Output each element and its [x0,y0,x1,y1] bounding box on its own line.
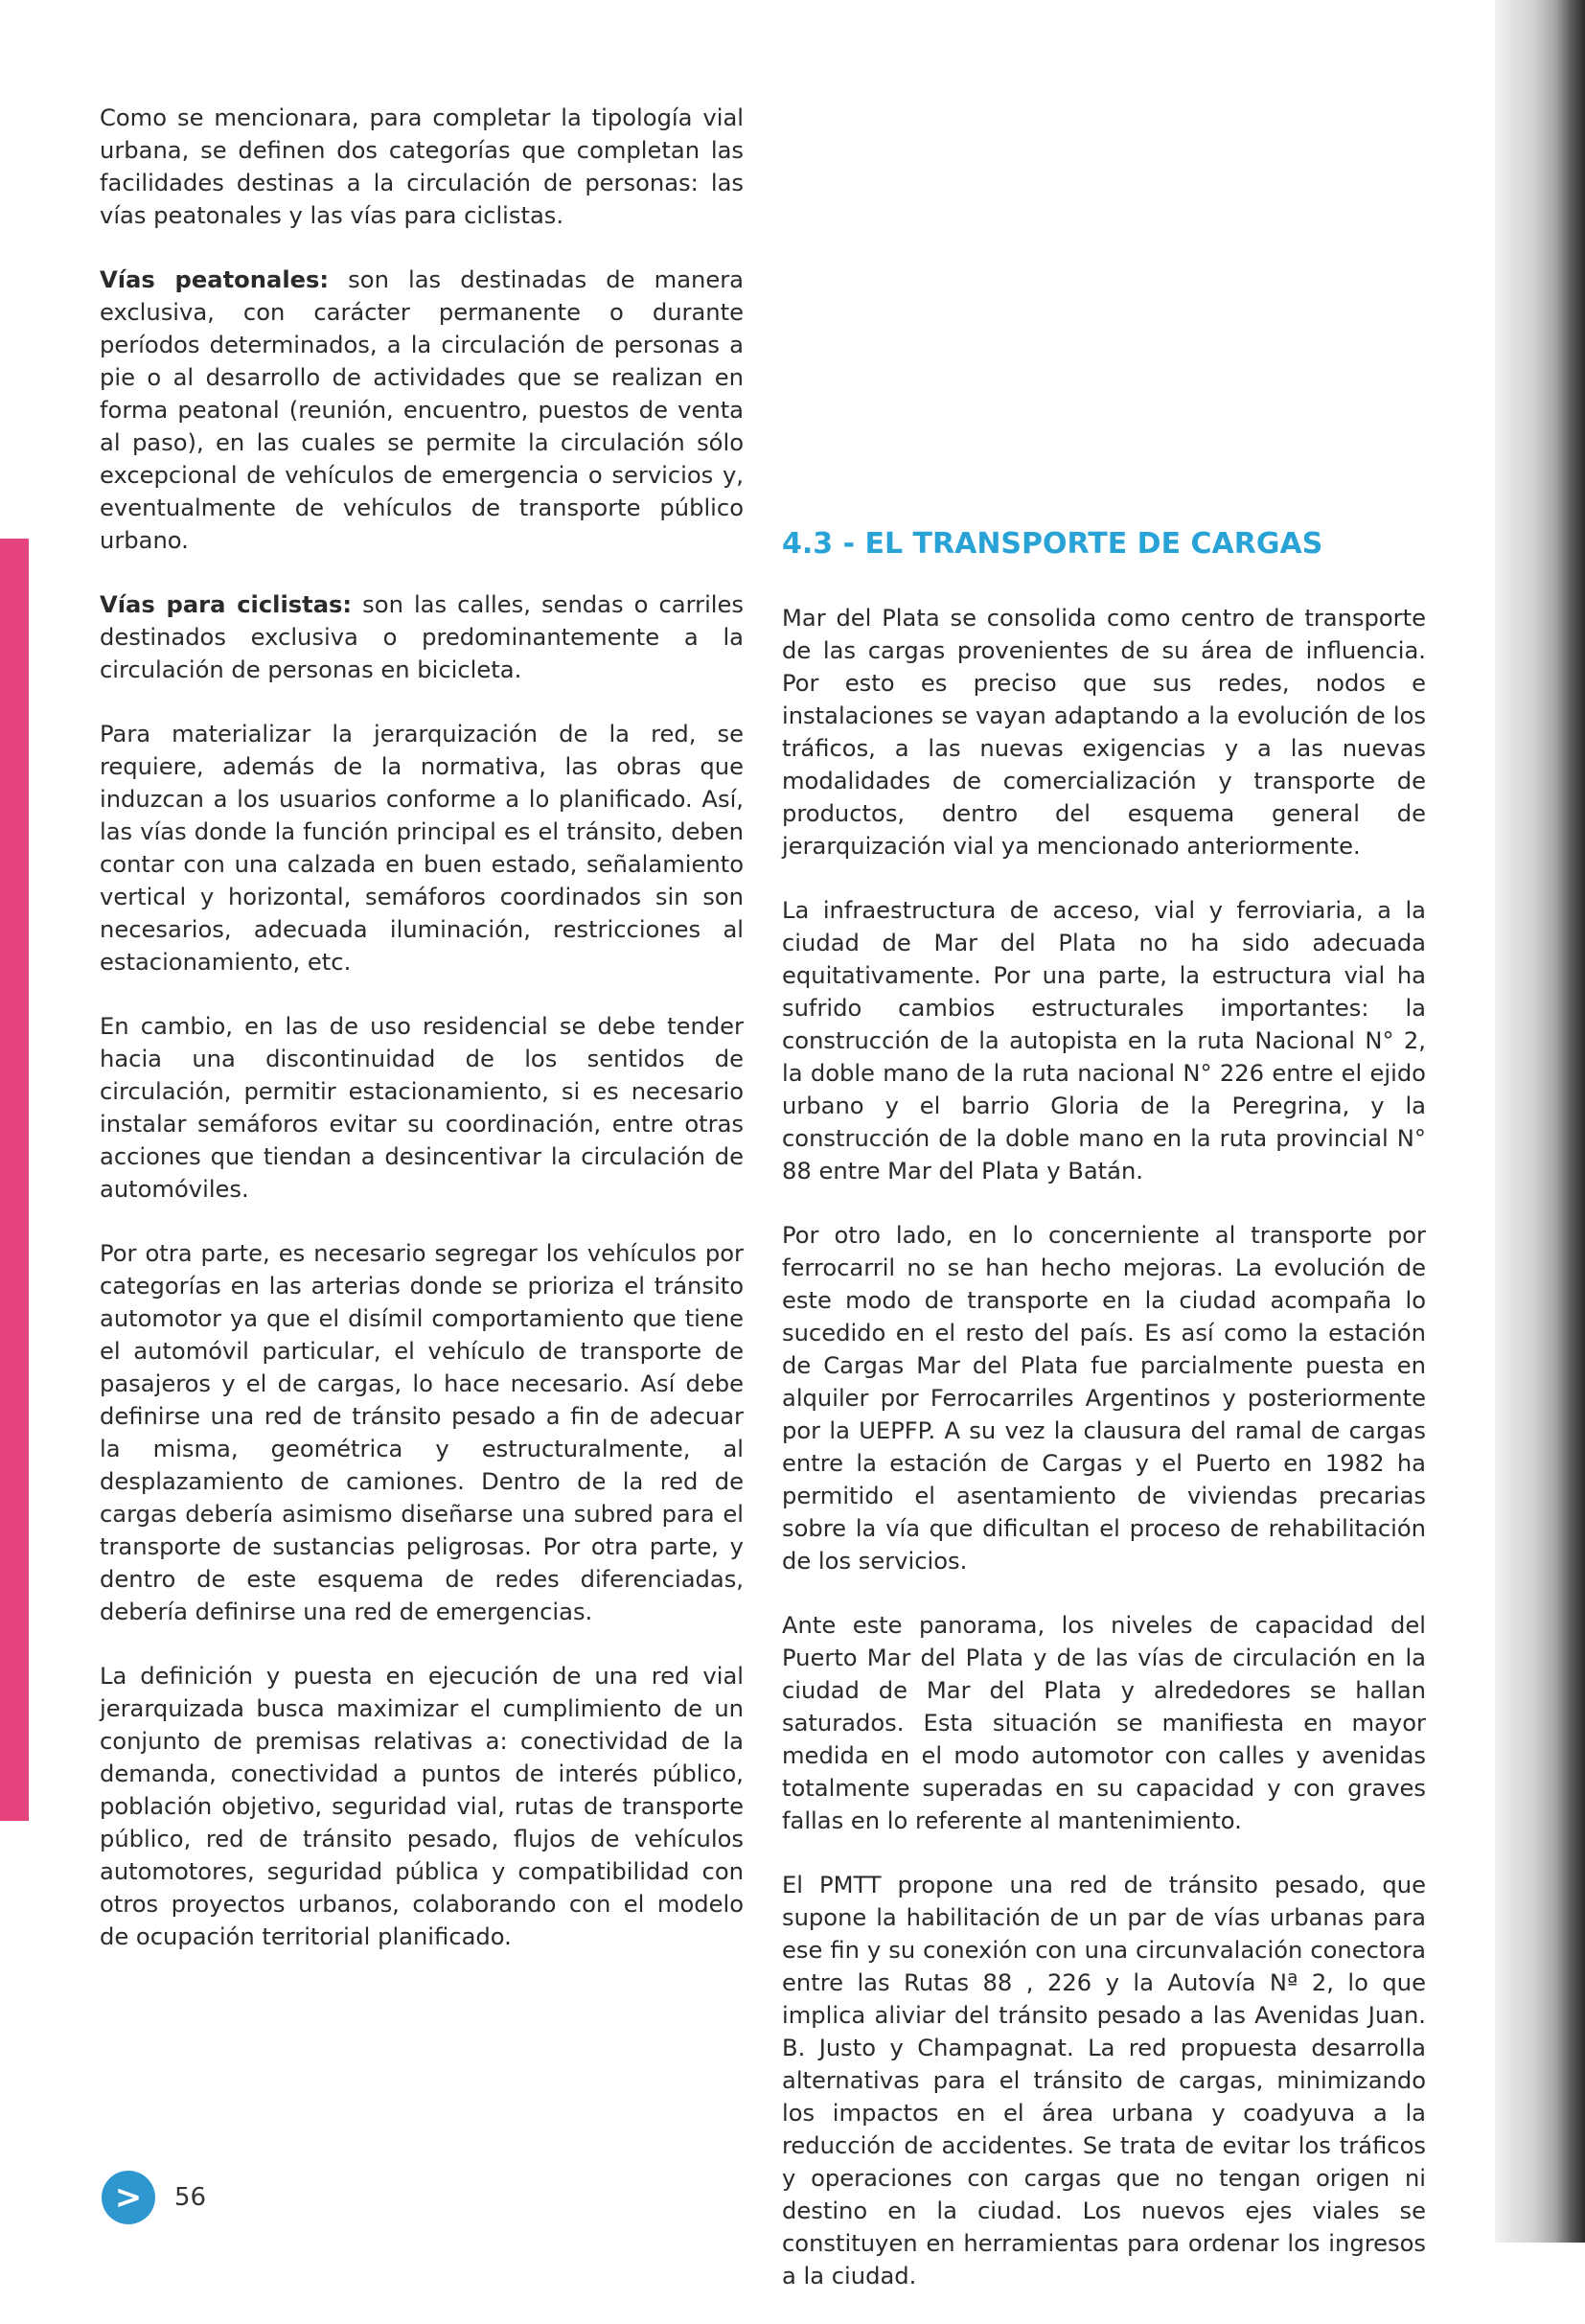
paragraph-uso-residencial: En cambio, en las de uso residencial se debe tender hacia una discontinuidad de los sentidos de circulación, permitir estacionamiento, si es necesario instalar semáforos evitar su coordinación, entre otras acciones que tiendan a desincentivar la circulación de automóviles. [100,1013,744,1203]
section-heading: 4.3 - EL TRANSPORTE DE CARGAS [782,527,1323,561]
chevron-right-icon[interactable]: > [102,2171,155,2224]
paragraph-pmtt: El PMTT propone una red de tránsito pesado, que supone la habilitación de un par de vías urbanas para ese fin y su conexión con una circunvalación conectora entre las Rutas 88 , 226 y la Autovía Nª 2, lo que implica aliviar del tránsito pesado a las Avenidas Juan. B. Justo y Champagnat. La red propuesta desarrolla alternativas para el tránsito de cargas, minimizando los impactos en el área urbana y coadyuva a la reducción de accidentes. Se trata de evitar los tráficos y operaciones con cargas que no tengan origen ni destino en la ciudad. Los nuevos ejes viales se constituyen en herramientas para ordenar los ingresos a la ciudad. [782,1872,1426,2289]
left-column [100,102,744,1985]
book-binding-edge [1495,0,1585,2243]
paragraph-jerarquizacion: Para materializar la jerarquización de la red, se requiere, además de la normativa, las obras que induzcan a los usuarios conforme a lo planificado. Así, las vías donde la función principal es el tránsito, deben contar con una calzada en buen estado, señalamiento vertical y horizontal, semáforos coordinados sin son necesarios, adecuada iluminación, restricciones al estacionamiento, etc. [100,721,744,976]
paragraph-vias-ciclistas: Vías para ciclistas: son las calles, sendas o carriles destinados exclusiva o predominantemente a la circulación de personas en bicicleta. [100,591,744,683]
paragraph-red-vial-jerarquizada: La definición y puesta en ejecución de una red vial jerarquizada busca maximizar el cumplimiento de un conjunto de premisas relativas a: conectividad de la demanda, conectividad a puntos de interés público, población objetivo, seguridad vial, rutas de transporte público, red de tránsito pesado, flujos de vehículos automotores, seguridad pública y compatibilidad con otros proyectos urbanos, colaborando con el modelo de ocupación territorial planificado. [100,1663,744,1950]
paragraph-centro-transporte: Mar del Plata se consolida como centro de transporte de las cargas provenientes de su área de influencia. Por esto es preciso que sus redes, nodos e instalaciones se vayan adaptando a la evolución de los tráficos, a las nuevas exigencias y a las nuevas modalidades de comercialización y transporte de productos, dentro del esquema general de jerarquización vial ya mencionado anteriormente. [782,605,1426,860]
paragraph-vias-peatonales: Vías peatonales: son las destinadas de manera exclusiva, con carácter permanente o durante períodos determinados, a la circulación de personas a pie o al desarrollo de actividades que se realizan en forma peatonal (reunión, encuentro, puestos de venta al paso), en las cuales se permite la circulación sólo excepcional de vehículos de emergencia o servicios y, eventualmente de vehículos de transporte público urbano. [100,266,744,554]
paragraph-infraestructura: La infraestructura de acceso, vial y ferroviaria, a la ciudad de Mar del Plata no ha sido adecuada equitativamente. Por una parte, la estructura vial ha sufrido cambios estructurales importantes: la construcción de la autopista en la ruta Nacional N° 2, la doble mano de la ruta nacional N° 226 entre el ejido urbano y el barrio Gloria de la Peregrina, y la construcción de la doble mano en la ruta provincial N° 88 entre Mar del Plata y Batán. [782,897,1426,1185]
page-number: 56 [174,2183,207,2212]
term-vias-ciclistas: Vías para ciclistas: [100,591,353,618]
paragraph-panorama: Ante este panorama, los niveles de capacidad del Puerto Mar del Plata y de las vías de circulación en la ciudad de Mar del Plata y alrededores se hallan saturados. Esta situación se manifiesta en mayor medida en el modo automotor con calles y avenidas totalmente superadas en su capacidad y con graves fallas en lo referente al mantenimiento. [782,1612,1426,1834]
right-column [782,525,1426,2324]
paragraph-intro: Como se mencionara, para completar la tipología vial urbana, se definen dos categorías que completan las facilidades destinas a la circulación de personas: las vías peatonales y las vías para ciclistas. [100,104,744,229]
pink-margin-bar [0,539,29,1821]
paragraph-ferrocarril: Por otro lado, en lo concerniente al transporte por ferrocarril no se han hecho mejoras. La evolución de este modo de transporte en la ciudad acompaña lo sucedido en el resto del país. Es así como la estación de Cargas Mar del Plata fue parcialmente puesta en alquiler por Ferrocarriles Argentinos y posteriormente por la UEPFP. A su vez la clausura del ramal de cargas entre la estación de Cargas y el Puerto en 1982 ha permitido el asentamiento de viviendas precarias sobre la vía que dificultan el proceso de rehabilitación de los servicios. [782,1222,1426,1575]
paragraph-segregar-vehiculos: Por otra parte, es necesario segregar los vehículos por categorías en las arterias donde se prioriza el tránsito automotor ya que el disímil comportamiento que tiene el automóvil particular, el vehículo de transporte de pasajeros y el de cargas, lo hace necesario. Así debe definirse una red de tránsito pesado a fin de adecuar la misma, geométrica y estructuralmente, al desplazamiento de camiones. Dentro de la red de cargas debería asimismo diseñarse una subred para el transporte de sustancias peligrosas. Por otra parte, y dentro de este esquema de redes diferenciadas, debería definirse una red de emergencias. [100,1240,744,1625]
page-footer [102,2170,206,2225]
term-vias-peatonales: Vías peatonales: [100,266,330,293]
